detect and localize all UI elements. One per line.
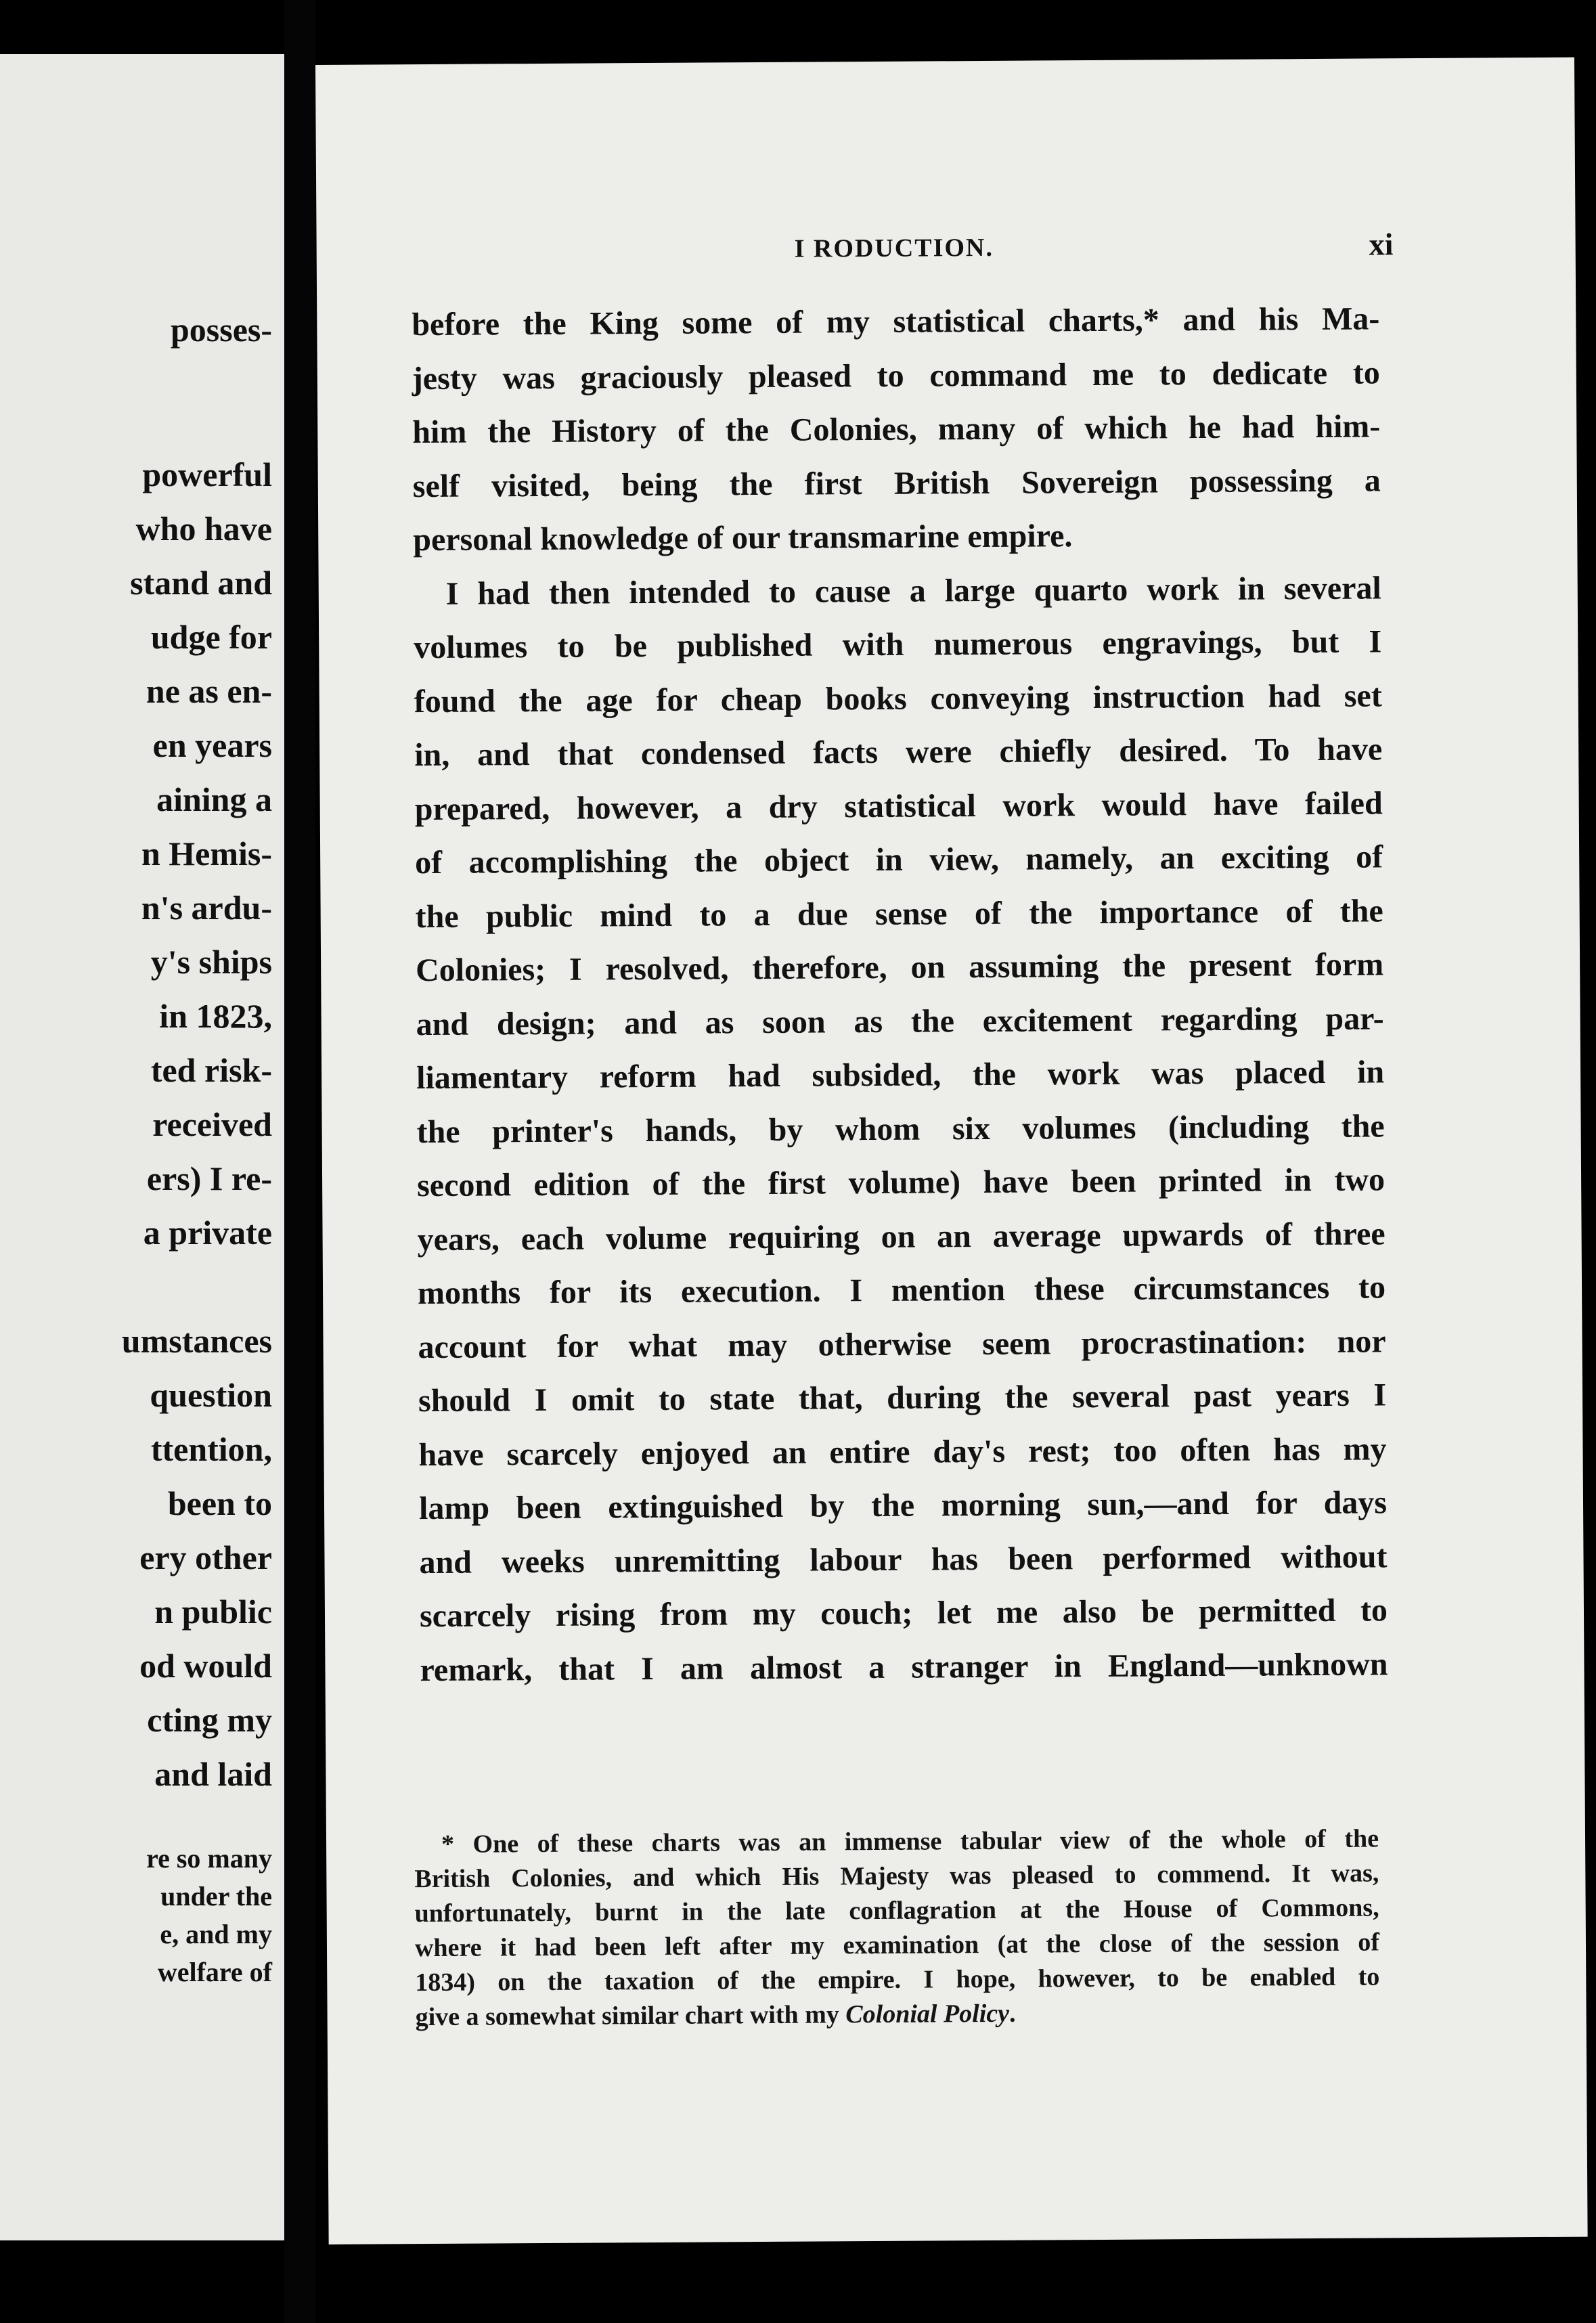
book-gutter — [284, 0, 315, 2323]
running-head: I RODUCTION. — [794, 233, 994, 263]
text-line: have scarcely enjoyed an entire day's rest; too often has my — [418, 1430, 1387, 1473]
footnote-line: 1834) on the taxation of the empire. I hope, however, to be enabled to — [415, 1962, 1380, 1997]
left-page-fragment: ery other — [139, 1539, 272, 1576]
left-page-fragment: y's ships — [150, 943, 272, 981]
page-number: xi — [1369, 227, 1394, 262]
text-line: and design; and as soon as the excitement regarding par- — [416, 1000, 1384, 1042]
text-line: account for what may otherwise seem procrastination: nor — [418, 1323, 1386, 1365]
text-line: the printer's hands, by whom six volumes (including the — [416, 1107, 1385, 1150]
text-line: self visited, being the first British Sovereign possessing a — [412, 462, 1381, 504]
left-page-fragment: been to — [167, 1484, 272, 1522]
text-line: before the King some of my statistical charts,* and his Ma- — [412, 301, 1380, 343]
left-page-fragment: and laid — [154, 1755, 272, 1793]
text-line: liamentary reform had subsided, the work was placed in — [416, 1054, 1385, 1097]
left-page-fragment: en years — [152, 726, 272, 764]
footnote-line: * One of these charts was an immense tabular view of the whole of the — [441, 1824, 1379, 1859]
text-line: found the age for cheap books conveying instruction had set — [414, 677, 1382, 720]
footnote — [414, 1821, 1380, 2035]
text-line: years, each volume requiring on an average upwards of three — [417, 1215, 1386, 1258]
text-line: remark, that I am almost a stranger in England—unknown — [420, 1645, 1388, 1688]
left-page-fragment: n Hemis- — [141, 835, 272, 872]
left-page-fragment: who have — [135, 510, 272, 548]
left-page-footnote-fragment: under the — [160, 1881, 272, 1911]
footnote-line: British Colonies, and which His Majesty was pleased to commend. It was, — [414, 1859, 1379, 1894]
footnote-text: give a somewhat similar chart with my — [415, 2000, 846, 2032]
left-page-fragment: a private — [143, 1214, 272, 1252]
left-page-fragment: ted risk- — [150, 1051, 272, 1089]
text-line: and weeks unremitting labour has been performed without — [419, 1538, 1388, 1580]
left-page-footnote-fragment: re so many — [146, 1843, 272, 1874]
left-page-fragment: od would — [139, 1647, 272, 1685]
text-line: lamp been extinguished by the morning sun,—and for days — [418, 1484, 1388, 1527]
left-page-footnote-fragment: e, and my — [160, 1919, 272, 1949]
left-page-fragment: umstances — [121, 1322, 272, 1360]
left-page-fragment: n's ardu- — [141, 889, 272, 927]
text-line: of accomplishing the object in view, namely, an exciting of — [415, 839, 1383, 881]
footnote-text: . — [1008, 1999, 1016, 2028]
text-line: personal knowledge of our transmarine empire. — [413, 518, 1073, 558]
right-page — [315, 58, 1588, 2244]
footnote-line — [415, 1994, 1379, 2035]
text-line: him the History of the Colonies, many of which he had him- — [412, 408, 1381, 451]
left-page-fragment: ttention, — [150, 1430, 272, 1468]
text-line: jesty was graciously pleased to command me to dedicate to — [412, 354, 1380, 397]
text-line: should I omit to state that, during the several past years I — [418, 1377, 1387, 1419]
text-line: Colonies; I resolved, therefore, on assuming the present form — [416, 946, 1384, 989]
text-line: volumes to be published with numerous engravings, but I — [414, 623, 1382, 666]
left-page-fragment: cting my — [147, 1701, 272, 1739]
text-line: the public mind to a due sense of the importance of the — [415, 892, 1383, 935]
left-page-fragment: ers) I re- — [146, 1159, 272, 1197]
text-line: I had then intended to cause a large quarto work in several — [445, 569, 1381, 612]
left-page-footnote-fragment: welfare of — [157, 1957, 272, 1987]
left-page-fragment: udge for — [150, 618, 272, 656]
left-page-fragment: received — [152, 1105, 272, 1143]
text-line: months for its execution. I mention these circumstances to — [417, 1269, 1386, 1312]
left-page-fragment: posses- — [170, 311, 272, 349]
text-line: second edition of the first volume) have been printed in two — [416, 1162, 1386, 1204]
text-line: scarcely rising from my couch; let me also be permitted to — [419, 1592, 1388, 1635]
footnote-line: where it had been left after my examination (at the close of the session of — [414, 1928, 1380, 1963]
left-page-fragment: question — [150, 1376, 272, 1414]
left-page — [0, 54, 284, 2240]
left-page-fragment: in 1823, — [159, 997, 272, 1035]
left-page-fragment: stand and — [130, 564, 272, 602]
body-text — [412, 292, 1388, 1697]
footnote-italic-title: Colonial Policy — [845, 1999, 1010, 2029]
left-page-fragment: aining a — [156, 780, 272, 818]
footnote-line: unfortunately, burnt in the late conflagration at the House of Commons, — [414, 1893, 1379, 1928]
page-header — [317, 229, 1576, 278]
left-page-fragment: ne as en- — [146, 672, 272, 710]
left-page-fragment: powerful — [142, 456, 272, 493]
text-line: prepared, however, a dry statistical work would have failed — [414, 784, 1383, 827]
left-page-fragment: n public — [154, 1593, 272, 1631]
text-line: in, and that condensed facts were chiefly desired. To have — [414, 731, 1383, 774]
